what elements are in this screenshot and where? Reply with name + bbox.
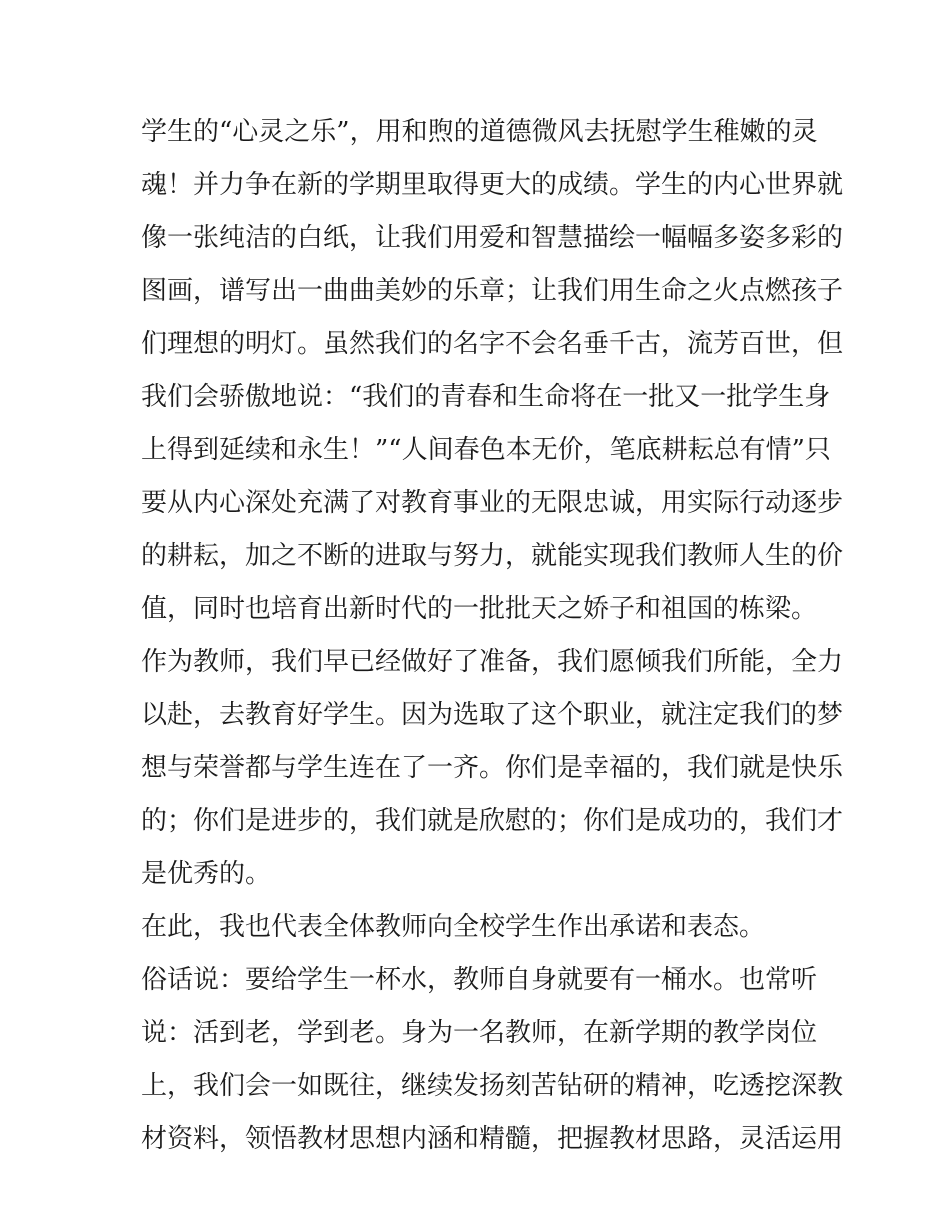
text-line: 上得到延续和永生！”“人间春色本无价，笔底耕耘总有情”只 xyxy=(141,435,831,465)
text-line: 值，同时也培育出新时代的一批批天之娇子和祖国的栋梁。 xyxy=(141,594,818,624)
text-line: 材资料，领悟教材思想内涵和精髓，把握教材思路，灵活运用 xyxy=(141,1124,844,1154)
text-line: 说：活到老，学到老。身为一名教师，在新学期的教学岗位 xyxy=(141,1018,818,1048)
text-line: 作为教师，我们早已经做好了准备，我们愿倾我们所能，全力 xyxy=(141,647,844,677)
text-line: 是优秀的。 xyxy=(141,859,272,889)
text-line: 俗话说：要给学生一杯水，教师自身就要有一桶水。也常听 xyxy=(141,965,818,995)
text-line: 像一张纯洁的白纸，让我们用爱和智慧描绘一幅幅多姿多彩的 xyxy=(141,223,844,253)
text-line: 学生的“心灵之乐”，用和煦的道德微风去抚慰学生稚嫩的灵 xyxy=(141,117,818,147)
text-line: 的耕耘，加之不断的进取与努力，就能实现我们教师人生的价 xyxy=(141,541,844,571)
text-line: 们理想的明灯。虽然我们的名字不会名垂千古，流芳百世，但 xyxy=(141,329,844,359)
text-line: 以赴，去教育好学生。因为选取了这个职业，就注定我们的梦 xyxy=(141,700,844,730)
text-line: 上，我们会一如既往，继续发扬刻苦钻研的精神，吃透挖深教 xyxy=(141,1071,844,1101)
text-line: 要从内心深处充满了对教育事业的无限忠诚，用实际行动逐步 xyxy=(141,488,844,518)
text-line: 的；你们是进步的，我们就是欣慰的；你们是成功的，我们才 xyxy=(141,806,844,836)
text-line: 我们会骄傲地说：“我们的青春和生命将在一批又一批学生身 xyxy=(141,382,831,412)
text-line: 想与荣誉都与学生连在了一齐。你们是幸福的，我们就是快乐 xyxy=(141,753,844,783)
text-line: 在此，我也代表全体教师向全校学生作出承诺和表态。 xyxy=(141,912,766,942)
text-line: 魂！并力争在新的学期里取得更大的成绩。学生的内心世界就 xyxy=(141,170,844,200)
text-line: 图画，谱写出一曲曲美妙的乐章；让我们用生命之火点燃孩子 xyxy=(141,276,844,306)
